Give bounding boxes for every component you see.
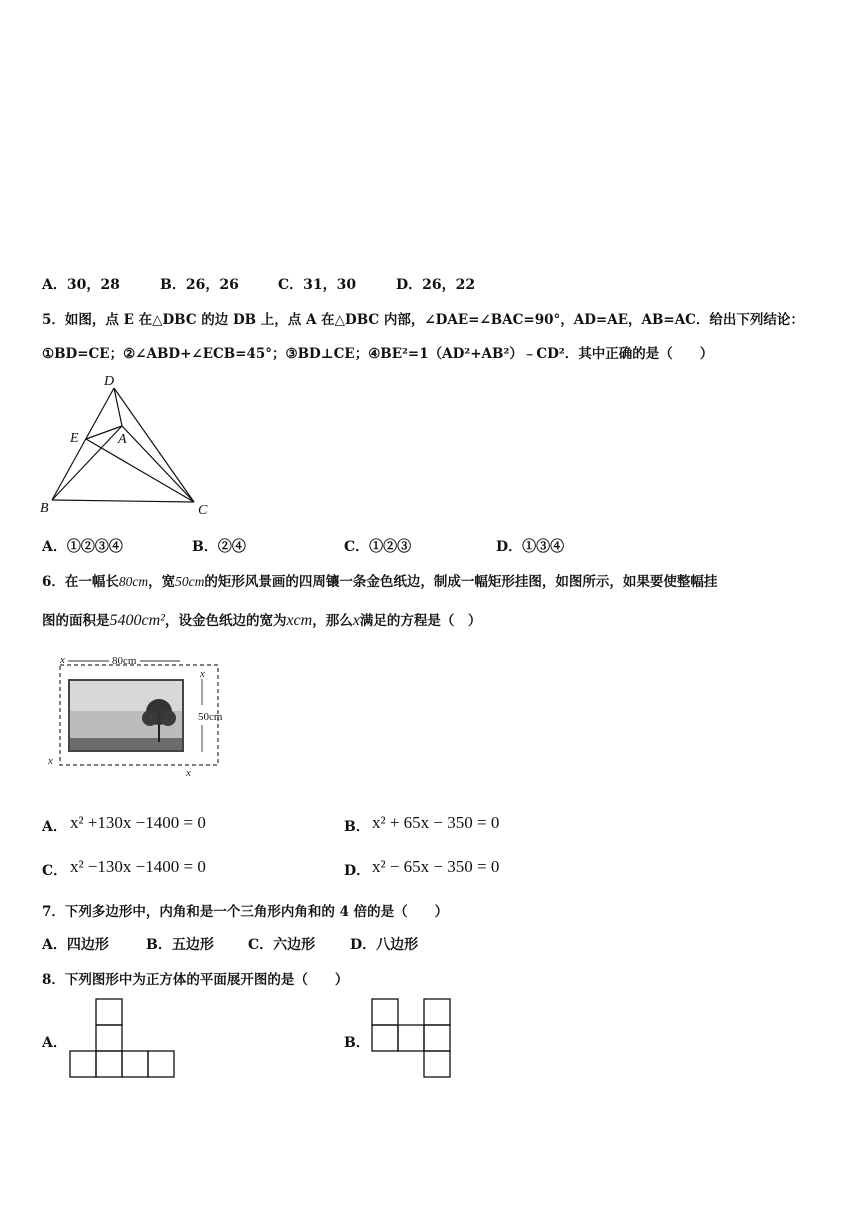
- label-e: E: [70, 431, 79, 446]
- q7-option-a: A．四边形: [42, 937, 109, 953]
- q4-option-b: B．26，26: [160, 277, 239, 293]
- q5-option-b: B．②④: [192, 539, 246, 555]
- q6-line2: 图的面积是5400cm²，设金色纸边的宽为xcm，那么x满足的方程是（ ）: [42, 612, 482, 629]
- q7-question: 7．下列多边形中，内角和是一个三角形内角和的 4 倍的是（ ）: [42, 904, 449, 920]
- q5-line1: 5．如图，点 E 在△DBC 的边 DB 上，点 A 在△DBC 内部，∠DAE=∠BAC=90°，AD=AE，AB=AC．给出下列结论：: [42, 312, 804, 328]
- label-c: C: [198, 503, 208, 518]
- cube-net-a: [68, 998, 180, 1080]
- fig-x-label: x: [48, 755, 53, 767]
- q5-option-a: A．①②③④: [42, 539, 123, 555]
- q5-option-c: C．①②③: [344, 539, 412, 555]
- q7-option-b: B．五边形: [146, 937, 214, 953]
- q6-option-d-equation: x² − 65x − 350 = 0: [372, 857, 500, 876]
- q6-option-d-letter: D．: [344, 863, 371, 879]
- framed-painting-figure: [40, 650, 240, 780]
- q4-option-d: D．26，22: [396, 277, 476, 293]
- q8-option-b-letter: B．: [344, 1035, 370, 1051]
- q5-line2: ①BD=CE；②∠ABD+∠ECB=45°；③BD⊥CE；④BE²=1（AD²+AB²）﹣CD²．其中正确的是（ ）: [42, 346, 714, 362]
- q5-option-d: D．①③④: [496, 539, 565, 555]
- fig-height-label: 50cm: [198, 711, 223, 723]
- q6-option-c-equation: x² −130x −1400 = 0: [70, 857, 206, 876]
- label-a: A: [118, 432, 127, 447]
- q4-option-a: A．30，28: [42, 277, 120, 293]
- q6-option-a-equation: x² +130x −1400 = 0: [70, 813, 206, 832]
- fig-width-label: 80cm: [112, 655, 137, 667]
- label-d: D: [104, 374, 115, 389]
- cube-net-b: [370, 998, 456, 1080]
- fig-x-label: x: [60, 654, 65, 666]
- q4-option-c: C．31，30: [278, 277, 357, 293]
- q6-option-b-letter: B．: [344, 819, 370, 835]
- q7-option-d: D．八边形: [350, 937, 419, 953]
- q6-option-a-letter: A．: [42, 819, 67, 835]
- triangle-figure: [36, 372, 226, 520]
- q6-line1: 6．在一幅长80cm，宽50cm的矩形风景画的四周镶一条金色纸边，制成一幅矩形挂图，如图所示，如果要使整幅挂: [42, 574, 718, 590]
- q8-question: 8．下列图形中为正方体的平面展开图的是（ ）: [42, 972, 349, 988]
- q6-option-b-equation: x² + 65x − 350 = 0: [372, 813, 500, 832]
- q6-option-c-letter: C．: [42, 863, 68, 879]
- q7-option-c: C．六边形: [248, 937, 316, 953]
- label-b: B: [40, 501, 49, 516]
- q8-option-a-letter: A．: [42, 1035, 67, 1051]
- fig-x-label: x: [200, 668, 205, 680]
- fig-x-label: x: [186, 767, 191, 779]
